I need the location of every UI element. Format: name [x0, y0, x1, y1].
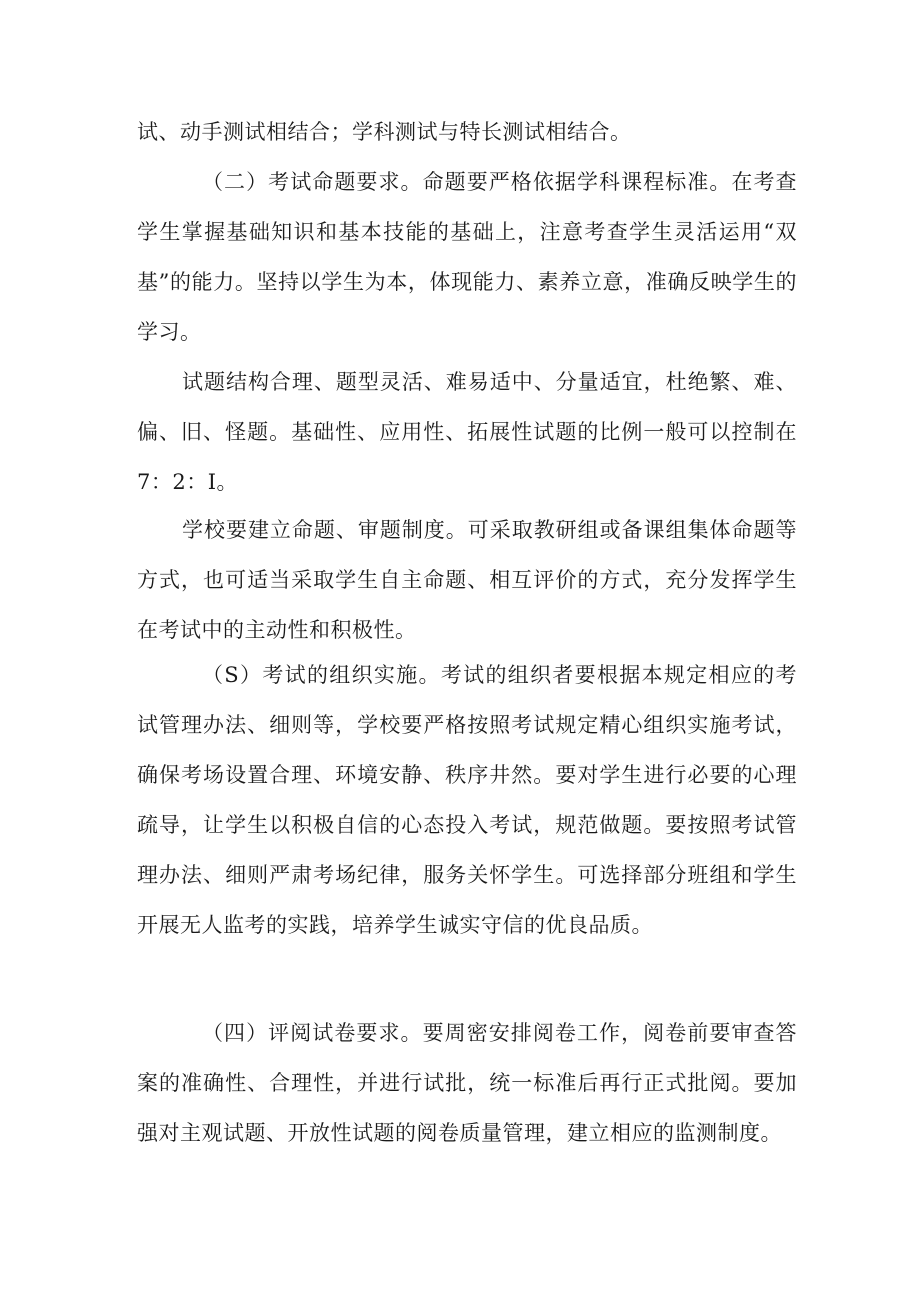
paragraph-question-structure: 试题结构合理、题型灵活、难易适中、分量适宜，杜绝繁、难、偏、旧、怪题。基础性、应用性、拓展性试题的比例一般可以控制在7：2：I。: [137, 370, 797, 494]
paragraph-paper-marking: （四）评阅试卷要求。要周密安排阅卷工作，阅卷前要审查答案的准确性、合理性，并进行试批，统一标准后再行正式批阅。要加强对主观试题、开放性试题的阅卷质量管理，建立相应的监测制度。: [137, 1021, 797, 1145]
paragraph-exam-proposition: （二）考试命题要求。命题要严格依据学科课程标准。在考查学生掌握基础知识和基本技能的基础上，注意考查学生灵活运用“双基”的能力。坚持以学生为本，体现能力、素养立意，准确反映学生的学习。: [137, 170, 797, 344]
paragraph-review-system: 学校要建立命题、审题制度。可采取教研组或备课组集体命题等方式，也可适当采取学生自主命题、相互评价的方式，充分发挥学生在考试中的主动性和积极性。: [137, 518, 797, 642]
paragraph-exam-organization: （S）考试的组织实施。考试的组织者要根据本规定相应的考试管理办法、细则等，学校要严格按照考试规定精心组织实施考试，确保考场设置合理、环境安静、秩序井然。要对学生进行必要的心理疏导，让学生以积极自信的心态投入考试，规范做题。要按照考试管理办法、细则严肃考场纪律，服务关怀学生。可选择部分班组和学生开展无人监考的实践，培养学生诚实守信的优良品质。: [137, 663, 797, 937]
paragraph-continuation: 试、动手测试相结合；学科测试与特长测试相结合。: [137, 120, 632, 144]
